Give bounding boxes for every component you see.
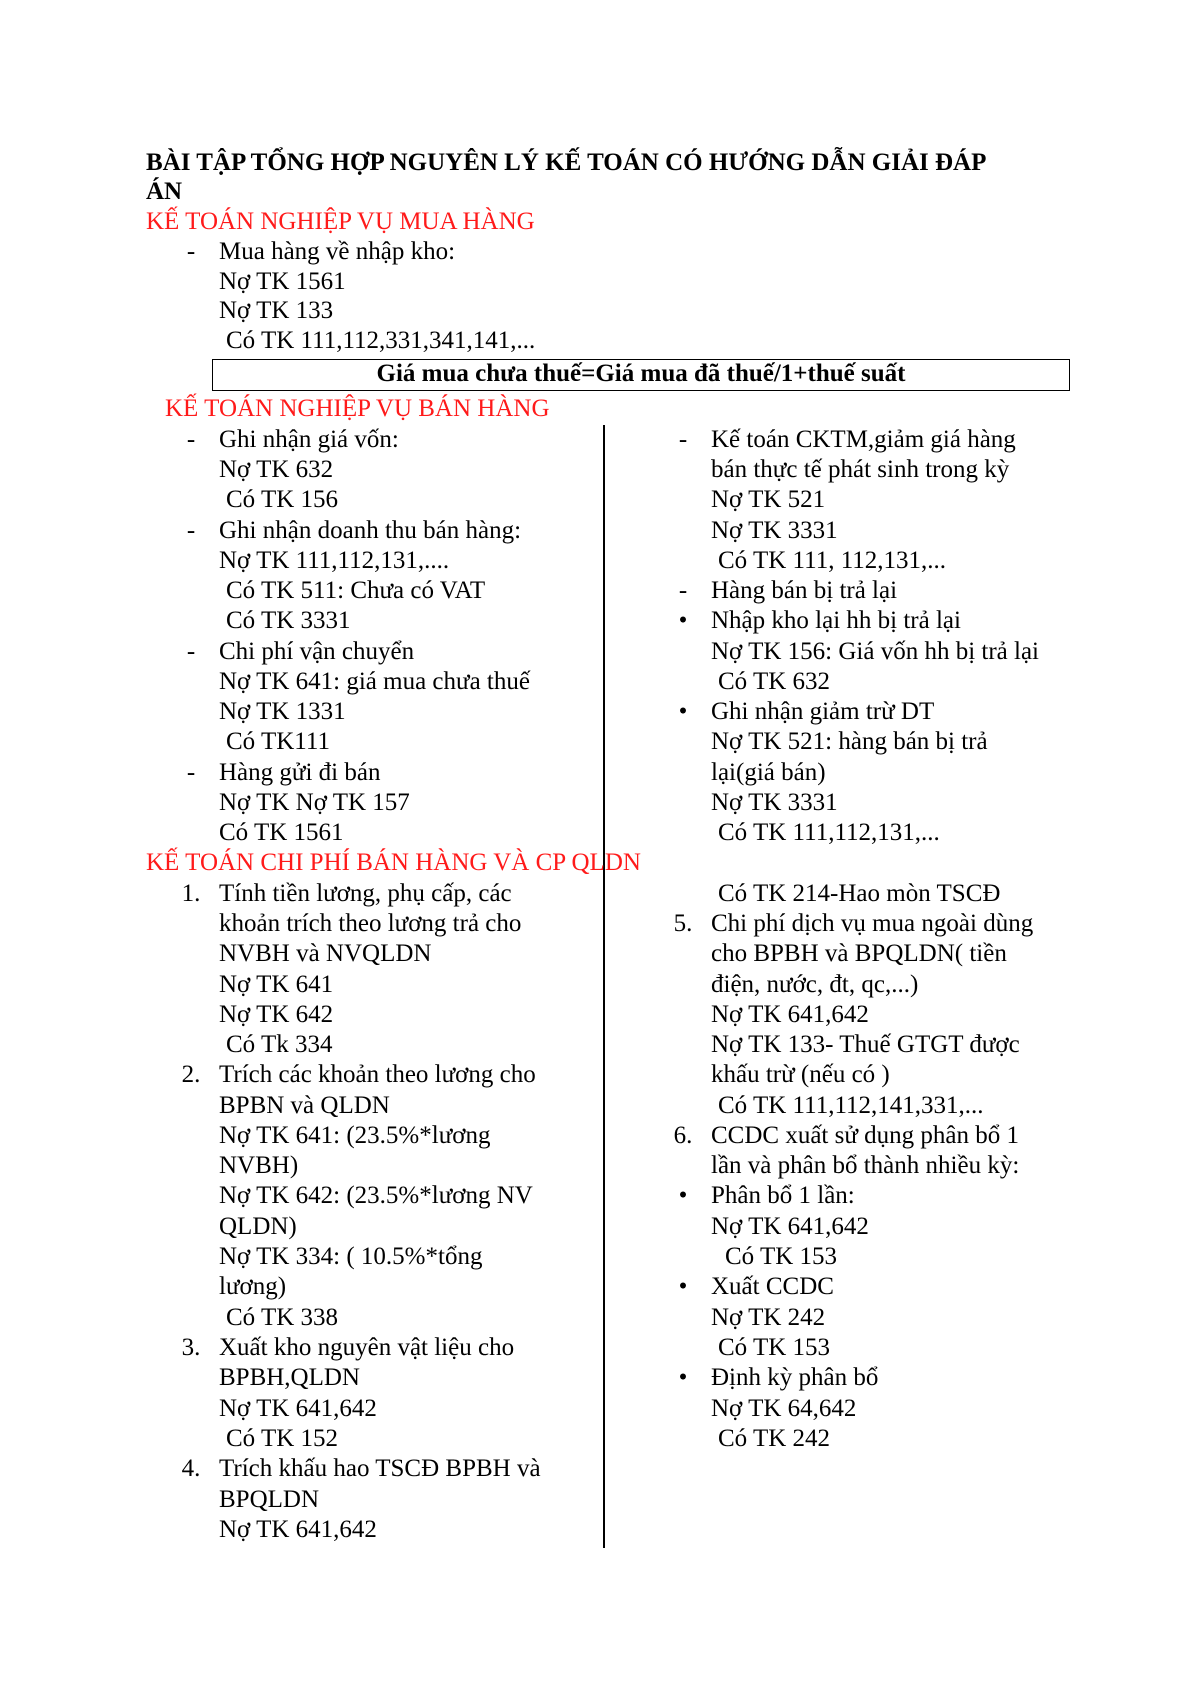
list-item-label: lần và phân bổ thành nhiều kỳ: bbox=[711, 1152, 1020, 1179]
list-item-label: Kế toán CKTM,giảm giá hàng bbox=[711, 426, 1016, 453]
list-item-label: Phân bổ 1 lần: bbox=[711, 1182, 855, 1209]
journal-line: lương) bbox=[219, 1273, 287, 1300]
dash-bullet: - bbox=[186, 238, 196, 265]
journal-line: Nợ TK 632 bbox=[219, 456, 334, 483]
journal-line: Có Tk 334 bbox=[226, 1031, 333, 1058]
purchase-item: Mua hàng về nhập kho: bbox=[219, 238, 456, 265]
journal-line: Nợ TK 111,112,131,.... bbox=[219, 547, 450, 574]
journal-line: khấu trừ (nếu có ) bbox=[711, 1061, 890, 1088]
list-item-label: bán thực tế phát sinh trong kỳ bbox=[711, 456, 1010, 483]
journal-line: Nợ TK 641: giá mua chưa thuế bbox=[219, 668, 530, 695]
list-item-label: Trích các khoản theo lương cho bbox=[219, 1061, 536, 1088]
journal-line: Có TK 153 bbox=[718, 1334, 831, 1361]
dash-bullet: - bbox=[186, 517, 196, 544]
journal-line: Nợ TK 641,642 bbox=[711, 1213, 869, 1240]
dash-bullet: - bbox=[186, 759, 196, 786]
journal-line: Nợ TK 641,642 bbox=[711, 1001, 869, 1028]
journal-line: Có TK 153 bbox=[725, 1243, 838, 1270]
journal-line: Nợ TK 133- Thuế GTGT được bbox=[711, 1031, 1020, 1058]
number-marker: 2. bbox=[181, 1061, 201, 1088]
journal-line: Có TK 511: Chưa có VAT bbox=[226, 577, 486, 604]
dot-bullet: • bbox=[678, 1273, 688, 1300]
list-item-label: BPBH,QLDN bbox=[219, 1364, 360, 1391]
list-item-label: cho BPBH và BPQLDN( tiền bbox=[711, 940, 1007, 967]
journal-line: Có TK 1561 bbox=[219, 819, 344, 846]
journal-line: Có TK 242 bbox=[718, 1425, 831, 1452]
number-marker: 1. bbox=[181, 880, 201, 907]
list-item-label: Tính tiền lương, phụ cấp, các bbox=[219, 880, 512, 907]
list-item-label: Định kỳ phân bổ bbox=[711, 1364, 879, 1391]
journal-line: lại(giá bán) bbox=[711, 759, 826, 786]
journal-line: Nợ TK 3331 bbox=[711, 517, 838, 544]
journal-line: Nợ TK 156: Giá vốn hh bị trả lại bbox=[711, 638, 1039, 665]
journal-line: Có TK 214-Hao mòn TSCĐ bbox=[718, 880, 1001, 907]
journal-line: Nợ TK 1561 bbox=[219, 268, 346, 295]
journal-line: Có TK 111,112,131,... bbox=[718, 819, 940, 846]
journal-line: Nợ TK 1331 bbox=[219, 698, 346, 725]
number-marker: 5. bbox=[673, 910, 693, 937]
list-item-label: Hàng bán bị trả lại bbox=[711, 577, 898, 604]
dash-bullet: - bbox=[678, 577, 688, 604]
journal-line: Nợ TK 642 bbox=[219, 1001, 334, 1028]
list-item-label: Chi phí vận chuyển bbox=[219, 638, 415, 665]
list-item-label: BPQLDN bbox=[219, 1486, 320, 1513]
dash-bullet: - bbox=[186, 638, 196, 665]
journal-line: Nợ TK 64,642 bbox=[711, 1395, 857, 1422]
journal-line: Nợ TK 641,642 bbox=[219, 1516, 377, 1543]
journal-line: Nợ TK 641,642 bbox=[219, 1395, 377, 1422]
number-marker: 3. bbox=[181, 1334, 201, 1361]
journal-line: Có TK111 bbox=[226, 728, 330, 755]
journal-line: Nợ TK 642: (23.5%*lương NV bbox=[219, 1182, 533, 1209]
section-heading-purchase: KẾ TOÁN NGHIỆP VỤ MUA HÀNG bbox=[146, 208, 535, 235]
dash-bullet: - bbox=[678, 426, 688, 453]
dot-bullet: • bbox=[678, 1182, 688, 1209]
journal-line: Có TK 111, 112,131,... bbox=[718, 547, 947, 574]
list-item-label: Hàng gửi đi bán bbox=[219, 759, 381, 786]
journal-line: Có TK 111,112,141,331,... bbox=[718, 1092, 984, 1119]
list-item-label: Xuất CCDC bbox=[711, 1273, 834, 1300]
document-title-line2: ÁN bbox=[146, 178, 183, 205]
journal-line: Nợ TK 3331 bbox=[711, 789, 838, 816]
list-item-label: khoản trích theo lương trả cho bbox=[219, 910, 522, 937]
list-item-label: BPBN và QLDN bbox=[219, 1092, 390, 1119]
journal-line: Nợ TK 521: hàng bán bị trả bbox=[711, 728, 988, 755]
journal-line: Có TK 111,112,331,341,141,... bbox=[226, 327, 536, 354]
journal-line: Có TK 156 bbox=[226, 486, 339, 513]
journal-line: Nợ TK Nợ TK 157 bbox=[219, 789, 410, 816]
list-item-label: điện, nước, đt, qc,...) bbox=[711, 971, 919, 998]
journal-line: Có TK 632 bbox=[718, 668, 831, 695]
journal-line: QLDN) bbox=[219, 1213, 297, 1240]
list-item-label: Chi phí dịch vụ mua ngoài dùng bbox=[711, 910, 1034, 937]
list-item-label: Nhập kho lại hh bị trả lại bbox=[711, 607, 961, 634]
list-item-label: NVBH và NVQLDN bbox=[219, 940, 432, 967]
formula-box: Giá mua chưa thuế=Giá mua đã thuế/1+thuế suất bbox=[212, 359, 1070, 391]
dash-bullet: - bbox=[186, 426, 196, 453]
list-item-label: Ghi nhận giảm trừ DT bbox=[711, 698, 935, 725]
journal-line: Nợ TK 334: ( 10.5%*tổng bbox=[219, 1243, 483, 1270]
journal-line: Nợ TK 242 bbox=[711, 1304, 826, 1331]
journal-line: Nợ TK 641 bbox=[219, 971, 334, 998]
document-title-line1: BÀI TẬP TỔNG HỢP NGUYÊN LÝ KẾ TOÁN CÓ HƯỚNG DẪN GIẢI ĐÁP bbox=[146, 149, 987, 176]
section-heading-costs: KẾ TOÁN CHI PHÍ BÁN HÀNG VÀ CP QLDN bbox=[146, 849, 641, 876]
journal-line: Có TK 3331 bbox=[226, 607, 351, 634]
list-item-label: CCDC xuất sử dụng phân bổ 1 bbox=[711, 1122, 1019, 1149]
list-item-label: Ghi nhận doanh thu bán hàng: bbox=[219, 517, 522, 544]
journal-line: Nợ TK 641: (23.5%*lương bbox=[219, 1122, 491, 1149]
journal-line: NVBH) bbox=[219, 1152, 299, 1179]
column-divider bbox=[603, 425, 605, 1548]
number-marker: 6. bbox=[673, 1122, 693, 1149]
list-item-label: Ghi nhận giá vốn: bbox=[219, 426, 399, 453]
dot-bullet: • bbox=[678, 698, 688, 725]
number-marker: 4. bbox=[181, 1455, 201, 1482]
journal-line: Nợ TK 133 bbox=[219, 297, 334, 324]
journal-line: Có TK 338 bbox=[226, 1304, 339, 1331]
journal-line: Có TK 152 bbox=[226, 1425, 339, 1452]
dot-bullet: • bbox=[678, 607, 688, 634]
dot-bullet: • bbox=[678, 1364, 688, 1391]
list-item-label: Trích khấu hao TSCĐ BPBH và bbox=[219, 1455, 541, 1482]
section-heading-sales: KẾ TOÁN NGHIỆP VỤ BÁN HÀNG bbox=[165, 395, 550, 422]
journal-line: Nợ TK 521 bbox=[711, 486, 826, 513]
list-item-label: Xuất kho nguyên vật liệu cho bbox=[219, 1334, 515, 1361]
